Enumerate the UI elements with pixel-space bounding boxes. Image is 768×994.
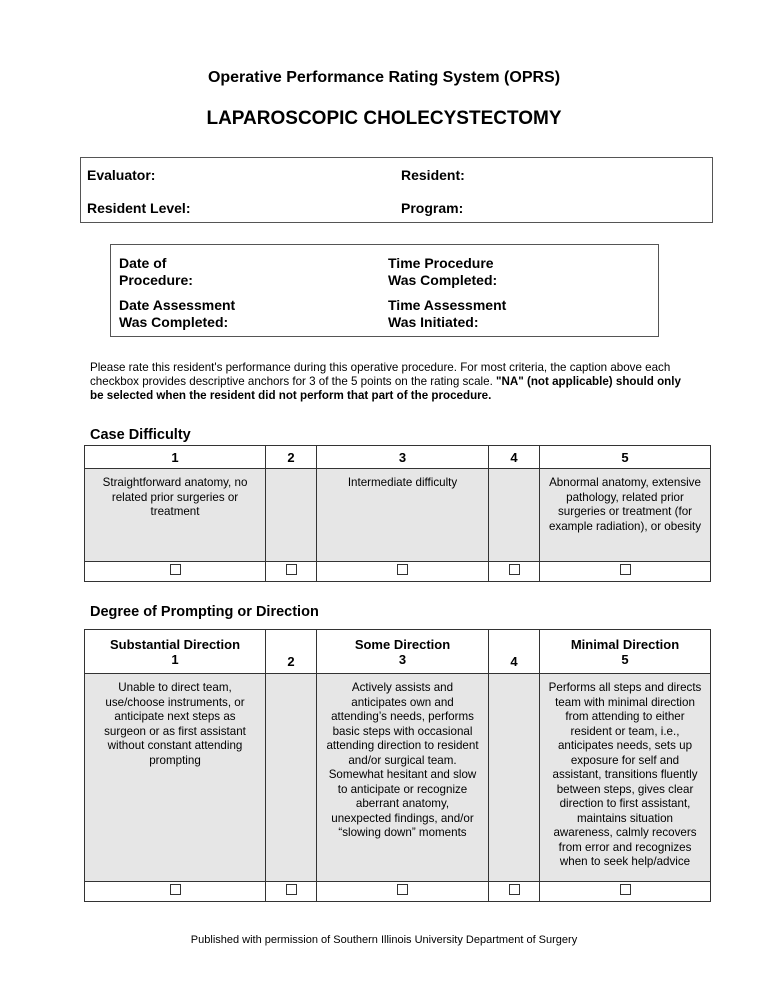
difficulty-checkbox-5[interactable]: [620, 564, 631, 575]
description-cell: [489, 469, 540, 562]
time-assessment-initiated-field[interactable]: Time Assessment Was Initiated:: [388, 297, 507, 330]
evaluator-field[interactable]: Evaluator:: [87, 167, 156, 183]
time-procedure-completed-field[interactable]: Time Procedure Was Completed:: [388, 255, 498, 288]
checkbox-cell: [540, 562, 711, 582]
resident-field[interactable]: Resident:: [401, 167, 465, 183]
checkbox-cell: [317, 882, 489, 902]
description-cell: [85, 469, 266, 562]
checkbox-cell: [489, 562, 540, 582]
difficulty-checkbox-1[interactable]: [170, 564, 181, 575]
description-cell: [266, 469, 317, 562]
description-text: Abnormal anatomy, extensive pathology, related prior surgeries or treatment (for example radiation), or obesity: [548, 476, 702, 533]
description-cell: [266, 674, 317, 882]
header-cell: 1: [85, 446, 266, 469]
prompting-table: [84, 629, 711, 902]
description-text: Intermediate difficulty: [347, 476, 458, 489]
checkbox-cell: [266, 562, 317, 582]
header-cell: 2: [266, 630, 317, 674]
form-title: Operative Performance Rating System (OPRS): [207, 69, 561, 86]
program-field[interactable]: Program:: [401, 200, 464, 216]
description-text: Unable to direct team, use/choose instruments, or anticipate next steps as surgeon or as first assistant without constant attending prompting: [104, 681, 246, 767]
description-cell: [489, 674, 540, 882]
header-cell: 2: [266, 446, 317, 469]
procedure-title: LAPAROSCOPIC CHOLECYSTECTOMY: [206, 108, 562, 129]
date-assessment-completed-field[interactable]: Date Assessment Was Completed:: [119, 297, 236, 330]
header-cell: 4: [489, 446, 540, 469]
instructions-text: Please rate this resident's performance during this operative procedure. For most criteria, the caption above each checkbox provides descriptive anchors for 3 of the 5 points on the rating scale.: [90, 361, 671, 388]
difficulty-checkbox-2[interactable]: [286, 564, 297, 575]
date-time-box: [110, 244, 659, 337]
header-cell: 5: [540, 446, 711, 469]
prompting-checkbox-2[interactable]: [286, 884, 297, 895]
prompting-checkbox-4[interactable]: [509, 884, 520, 895]
checkbox-cell: [266, 882, 317, 902]
description-text: Straightforward anatomy, no related prior surgeries or treatment: [102, 476, 248, 518]
checkbox-cell: [317, 562, 489, 582]
description-cell: [540, 469, 711, 562]
description-cell: [85, 674, 266, 882]
description-text: [489, 674, 539, 681]
header-cell: Minimal Direction 5: [540, 630, 711, 674]
case-difficulty-table: [84, 445, 711, 582]
case-difficulty-title: Case Difficulty: [90, 427, 191, 443]
description-cell: [317, 674, 489, 882]
checkbox-cell: [489, 882, 540, 902]
prompting-checkbox-5[interactable]: [620, 884, 631, 895]
resident-level-field[interactable]: Resident Level:: [87, 200, 191, 216]
checkbox-cell: [85, 562, 266, 582]
prompting-checkbox-3[interactable]: [397, 884, 408, 895]
footer-credit: Published with permission of Southern Illinois University Department of Surgery: [190, 934, 578, 946]
difficulty-checkbox-4[interactable]: [509, 564, 520, 575]
header-cell: Substantial Direction 1: [85, 630, 266, 674]
header-cell: Some Direction 3: [317, 630, 489, 674]
description-text: [489, 469, 539, 476]
prompting-title: Degree of Prompting or Direction: [90, 604, 319, 620]
checkbox-cell: [85, 882, 266, 902]
instructions-note: "NA" (not applicable) should only be selected when the resident did not perform that part of the procedure.: [90, 375, 681, 402]
description-text: [266, 469, 316, 476]
header-cell: 3: [317, 446, 489, 469]
difficulty-checkbox-3[interactable]: [397, 564, 408, 575]
prompting-checkbox-1[interactable]: [170, 884, 181, 895]
description-cell: [317, 469, 489, 562]
checkbox-cell: [540, 882, 711, 902]
description-text: [266, 674, 316, 681]
header-cell: 4: [489, 630, 540, 674]
instructions: [90, 361, 690, 403]
evaluator-info-box: [80, 157, 713, 223]
date-of-procedure-field[interactable]: Date of Procedure:: [119, 255, 193, 288]
description-text: Performs all steps and directs team with minimal direction from attending to either resident or team, i.e., anticipates needs, sets up exposure for self and assistant, transitions fluently between steps, gives clear direction to first assistant, maintains situation awareness, calmly recovers from error and recognizes when to seek help/advice: [548, 681, 702, 868]
description-cell: [540, 674, 711, 882]
description-text: Actively assists and anticipates own and attending’s needs, performs basic steps with occasional attending direction to resident and/or surgical team. Somewhat hesitant and slow to anticipate or recognize aberrant anatomy, unexpected findings, and/or “slowing down” moments: [326, 681, 479, 839]
